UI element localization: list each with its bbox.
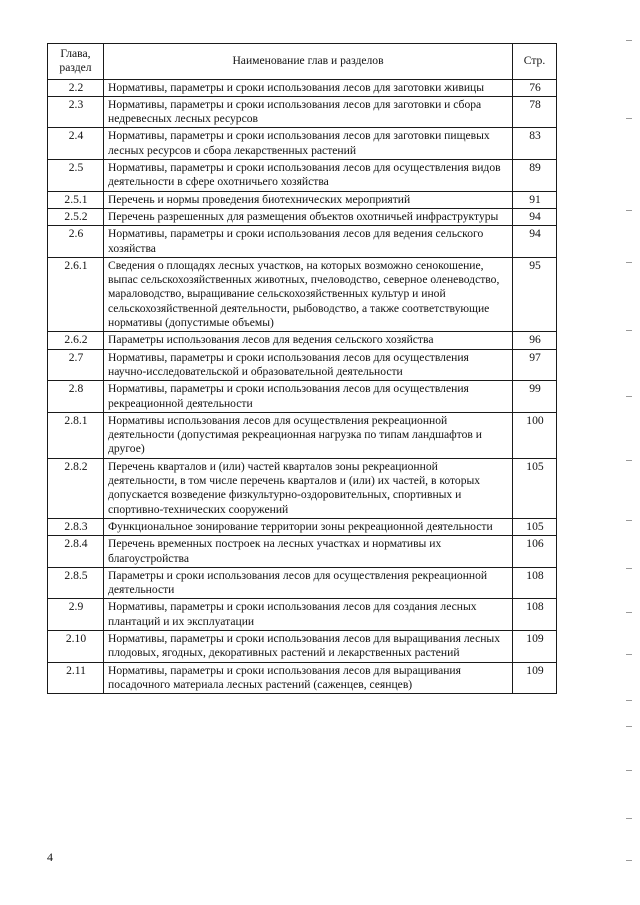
- section-number: 2.8.1: [48, 412, 104, 458]
- section-page: 108: [513, 567, 557, 599]
- table-row: [48, 128, 557, 160]
- section-page: 100: [513, 412, 557, 458]
- table-row: [48, 349, 557, 381]
- table-row: [48, 160, 557, 192]
- section-title: Нормативы, параметры и сроки использования лесов для осуществления научно-исследовательской и образовательной деятельности: [104, 349, 513, 381]
- header-title: Наименование глав и разделов: [104, 44, 513, 80]
- table-row: [48, 96, 557, 128]
- margin-marks: [620, 0, 640, 905]
- section-title: Нормативы, параметры и сроки использования лесов для осуществления видов деятельности в сфере охотничьего хозяйства: [104, 160, 513, 192]
- section-number: 2.2: [48, 79, 104, 96]
- section-title: Нормативы, параметры и сроки использования лесов для осуществления рекреационной деятельности: [104, 381, 513, 413]
- section-page: 96: [513, 332, 557, 349]
- scan-mark: [626, 860, 632, 861]
- page-number: 4: [47, 850, 53, 864]
- table-row: [48, 536, 557, 568]
- table-row: [48, 332, 557, 349]
- section-number: 2.8.2: [48, 458, 104, 518]
- section-number: 2.8.3: [48, 518, 104, 535]
- section-number: 2.5.2: [48, 208, 104, 225]
- section-title: Нормативы, параметры и сроки использования лесов для создания лесных плантаций и их эксплуатации: [104, 599, 513, 631]
- section-number: 2.9: [48, 599, 104, 631]
- table-row: [48, 567, 557, 599]
- section-number: 2.4: [48, 128, 104, 160]
- section-page: 105: [513, 458, 557, 518]
- section-page: 83: [513, 128, 557, 160]
- section-number: 2.8.4: [48, 536, 104, 568]
- section-number: 2.7: [48, 349, 104, 381]
- table-row: [48, 412, 557, 458]
- scan-mark: [626, 520, 632, 521]
- section-number: 2.5: [48, 160, 104, 192]
- table-row: [48, 662, 557, 694]
- table-row: [48, 226, 557, 258]
- section-page: 89: [513, 160, 557, 192]
- section-title: Перечень кварталов и (или) частей кварталов зоны рекреационной деятельности, в том числе перечень кварталов и (или) их частей, в которых допускается возведение физкультурно-оздоровительных, спортивных и спортивно-технических сооружений: [104, 458, 513, 518]
- table-of-contents: [47, 43, 557, 694]
- table-row: [48, 518, 557, 535]
- scan-mark: [626, 460, 632, 461]
- section-page: 108: [513, 599, 557, 631]
- section-title: Параметры и сроки использования лесов для осуществления рекреационной деятельности: [104, 567, 513, 599]
- section-title: Нормативы использования лесов для осуществления рекреационной деятельности (допустимая рекреационная нагрузка по типам ландшафтов и другое): [104, 412, 513, 458]
- scan-mark: [626, 40, 632, 41]
- table-row: [48, 381, 557, 413]
- header-chapter: Глава, раздел: [48, 44, 104, 80]
- scan-mark: [626, 568, 632, 569]
- table-row: [48, 208, 557, 225]
- section-page: 105: [513, 518, 557, 535]
- section-title: Нормативы, параметры и сроки использования лесов для выращивания посадочного материала лесных растений (саженцев, сеянцев): [104, 662, 513, 694]
- section-page: 76: [513, 79, 557, 96]
- header-page: Стр.: [513, 44, 557, 80]
- scan-mark: [626, 700, 632, 701]
- section-page: 99: [513, 381, 557, 413]
- section-page: 95: [513, 257, 557, 331]
- section-title: Функциональное зонирование территории зоны рекреационной деятельности: [104, 518, 513, 535]
- section-title: Перечень и нормы проведения биотехнических мероприятий: [104, 191, 513, 208]
- section-number: 2.5.1: [48, 191, 104, 208]
- section-number: 2.6: [48, 226, 104, 258]
- scan-mark: [626, 770, 632, 771]
- section-title: Перечень временных построек на лесных участках и нормативы их благоустройства: [104, 536, 513, 568]
- scan-mark: [626, 612, 632, 613]
- section-page: 91: [513, 191, 557, 208]
- scan-mark: [626, 262, 632, 263]
- section-number: 2.6.2: [48, 332, 104, 349]
- scan-mark: [626, 654, 632, 655]
- section-number: 2.8: [48, 381, 104, 413]
- section-page: 94: [513, 226, 557, 258]
- section-page: 97: [513, 349, 557, 381]
- table-header-row: [48, 44, 557, 80]
- section-page: 106: [513, 536, 557, 568]
- scan-mark: [626, 726, 632, 727]
- table-row: [48, 630, 557, 662]
- section-page: 109: [513, 662, 557, 694]
- scan-mark: [626, 118, 632, 119]
- scan-mark: [626, 330, 632, 331]
- section-page: 94: [513, 208, 557, 225]
- section-page: 78: [513, 96, 557, 128]
- section-number: 2.11: [48, 662, 104, 694]
- section-title: Параметры использования лесов для ведения сельского хозяйства: [104, 332, 513, 349]
- scan-mark: [626, 210, 632, 211]
- section-number: 2.8.5: [48, 567, 104, 599]
- section-title: Нормативы, параметры и сроки использования лесов для выращивания лесных плодовых, ягодных, декоративных растений и лекарственных растений: [104, 630, 513, 662]
- section-title: Перечень разрешенных для размещения объектов охотничьей инфраструктуры: [104, 208, 513, 225]
- section-title: Нормативы, параметры и сроки использования лесов для ведения сельского хозяйства: [104, 226, 513, 258]
- section-number: 2.3: [48, 96, 104, 128]
- section-title: Сведения о площадях лесных участков, на которых возможно сенокошение, выпас сельскохозяйственных животных, пчеловодство, северное оленеводство, мараловодство, выращивание сельскохозяйственных культур и иной сельскохозяйственной деятельности, рыбоводство, а также соответствующие нормативы (допустимые объемы): [104, 257, 513, 331]
- scan-mark: [626, 818, 632, 819]
- table-row: [48, 191, 557, 208]
- section-page: 109: [513, 630, 557, 662]
- scan-mark: [626, 396, 632, 397]
- section-title: Нормативы, параметры и сроки использования лесов для заготовки пищевых лесных ресурсов и сбора лекарственных растений: [104, 128, 513, 160]
- table-body: [48, 79, 557, 694]
- table-row: [48, 458, 557, 518]
- table-row: [48, 599, 557, 631]
- table-row: [48, 257, 557, 331]
- section-title: Нормативы, параметры и сроки использования лесов для заготовки и сбора недревесных лесных ресурсов: [104, 96, 513, 128]
- section-title: Нормативы, параметры и сроки использования лесов для заготовки живицы: [104, 79, 513, 96]
- section-number: 2.10: [48, 630, 104, 662]
- section-number: 2.6.1: [48, 257, 104, 331]
- table-row: [48, 79, 557, 96]
